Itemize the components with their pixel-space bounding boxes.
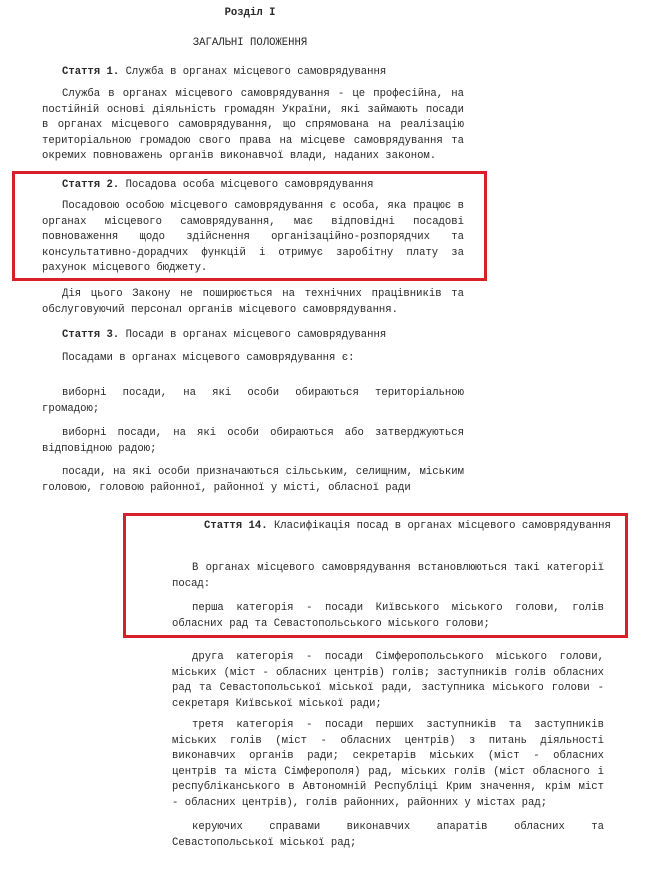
article-3-item-3: посади, на які особи призначаються сільським, селищним, міським головою, головою районної, районної у місті, обласної ради [42,466,464,494]
article-14-category-2: друга категорія - посади Сімферопольського міського голови, міських (міст - обласних центрів) голів; заступників голів обласних рад та Севастопольської міської ради, заступника міського голови - секретаря Київської міської ради; [172,651,604,710]
article-14-category-1: перша категорія - посади Київського міського голови, голів обласних рад та Севастопольського міського голови; [172,602,604,630]
article-14-label: Стаття 14. [204,520,268,532]
article-2-paragraph-2: Дія цього Закону не поширюється на технічних працівників та обслуговуючий персонал органів місцевого самоврядування. [42,288,464,316]
article-1-heading [62,65,482,81]
article-14-intro: В органах місцевого самоврядування встановлюються такі категорії посад: [172,562,604,590]
article-3-title: Посади в органах місцевого самоврядування [125,329,387,341]
article-14-category-3: третя категорія - посади перших заступників та заступників міських голів (міст - обласних центрів) з питань діяльності виконавчих органів ради; секретарів міських (міст - обласних центрів та міста Сімферополя) рад, міських голів (міст обласного і республіканського в Автономній Республіці Крим значення, крім міст - обласних центрів), голів районних, районних у містах рад; [172,719,604,809]
article-14-category-4: керуючих справами виконавчих апаратів обласних та Севастопольської міської рад; [172,821,604,849]
article-3-item-2: виборні посади, на які особи обираються або затверджуються відповідною радою; [42,427,464,455]
article-1-paragraph: Служба в органах місцевого самоврядування - це професійна, на постійній основі діяльність громадян України, які займають посади в органах місцевого самоврядування, що спрямована на реалізацію територіальною громадою свого права на місцеве самоврядування та окремих повноважень органів виконавчої влади, наданих законом. [42,88,464,163]
article-1-label: Стаття 1. [62,66,120,78]
section-subtitle: ЗАГАЛЬНІ ПОЛОЖЕННЯ [192,37,308,49]
article-2-title: Посадова особа місцевого самоврядування [125,179,374,191]
article-2-label: Стаття 2. [62,179,120,191]
article-3-label: Стаття 3. [62,329,120,341]
section-title: Розділ I [224,7,276,19]
article-1-title: Служба в органах місцевого самоврядування [125,66,387,78]
article-3-item-1: виборні посади, на які особи обираються територіальною громадою; [42,387,464,415]
article-2-paragraph-1: Посадовою особою місцевого самоврядування є особа, яка працює в органах місцевого самоврядування, має відповідні посадові повноваження щодо здійснення організаційно-розпорядчих та консультативно-дорадчих функцій і отримує заробітну плату за рахунок місцевого бюджету. [42,200,464,275]
highlight-frame-article-2 [12,171,487,281]
article-14-heading [170,519,615,535]
article-14-title: Класифікація посад в органах місцевого самоврядування [273,520,611,532]
article-3-intro: Посадами в органах місцевого самоврядування є: [62,352,355,364]
article-3-heading [62,328,482,344]
